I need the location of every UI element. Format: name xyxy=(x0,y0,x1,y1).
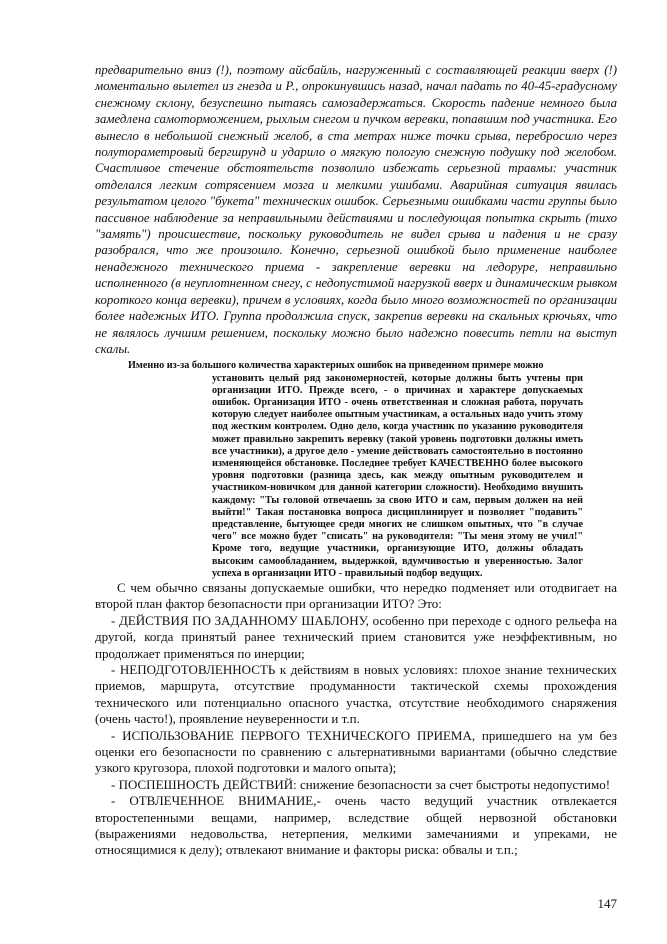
main-text xyxy=(95,580,617,859)
paragraph-item: - ПОСПЕШНОСТЬ ДЕЙСТВИЙ: снижение безопасности за счет быстроты недопустимо! xyxy=(111,776,611,792)
paragraph-item: - ОТВЛЕЧЕННОЕ ВНИМАНИЕ,- очень часто ведущий участник отвлекается второстепенными вещами, например, вследствие общей нервозной обстановки (выражениями недовольства, нетерпения, мелкими замечаниями и упреками, не относящимися к делу); отвлекают внимание и факторы риска: обвалы и т.п.; xyxy=(95,793,617,858)
paragraph-item: - ИСПОЛЬЗОВАНИЕ ПЕРВОГО ТЕХНИЧЕСКОГО ПРИЕМА, пришедшего на ум без оценки его безопасности по сравнению с альтернативными вариантами (обычно следствие узкого кругозора, плохой подготовки и малого опыта); xyxy=(95,727,617,776)
bold-callout xyxy=(95,360,617,580)
page-number: 147 xyxy=(597,896,617,911)
paragraph-item: - НЕПОДГОТОВЛЕННОСТЬ к действиям в новых условиях: плохое знание технических приемов, маршрута, отсутствие продуманности тактической схемы прохождения технического или потенциально опасного участка, отсутствие необходимого снаряжения (очень часто!), проявление неуверенности и т.п. xyxy=(95,662,617,727)
paragraph-item: - ДЕЙСТВИЯ ПО ЗАДАННОМУ ШАБЛОНУ, особенно при переходе с одного рельефа на другой, когда принятый ранее технический прием становится уже неэффективным, но продолжает применяться по инерции; xyxy=(95,612,617,661)
bold-callout-body: установить целый ряд закономерностей, которые должны быть учтены при организации ИТО. Прежде всего, - о причинах и характере допускаемых ошибок. Организация ИТО - очень ответственная и сложная работа, поручать которую следует наиболее опытным участникам, а остальных надо учить этому под жестким контролем. Одно дело, когда участник по указанию руководителя может правильно закрепить веревку (такой уровень подготовки должны иметь все участники), а другое дело - умение действовать самостоятельно в постоянно изменяющейся обстановке. Последнее требует КАЧЕСТВЕННО более высокого уровня подготовки (разница здесь, как между опытным руководителем и участником-новичком для данной категории сложности). Необходимо внушить каждому: "Ты головой отвечаешь за свою ИТО и сам, первым должен на ней выйти!" Такая постановка вопроса дисциплинирует и позволяет "подавить" представление, бытующее среди многих не слишком опытных, что "в случае чего" все можно будет "списать" на руководителя: "Ты меня этому не учил!" Кроме того, ведущие участники, организующие ИТО, должны обладать высоким самообладанием, выдержкой, вдумчивостью и уверенностью. Залог успеха в организации ИТО - правильный подбор ведущих. xyxy=(212,372,583,579)
bold-callout-first-line: Именно из-за большого количества характерных ошибок на приведенном примере можно xyxy=(128,360,544,372)
paragraph-intro: С чем обычно связаны допускаемые ошибки, что нередко подменяет или отодвигает на второй план фактор безопасности при организации ИТО? Это: xyxy=(95,579,617,612)
italic-paragraph: предварительно вниз (!), поэтому айсбайль, нагруженный с составляющей реакции вверх (!) моментально вылетел из гнезда и Р., опрокинувшись назад, начал падать по 40-45-градусному снежному склону, безуспешно пытаясь самозадержаться. Скорость падение немного была замедлена самоторможением, рыхлым снегом и пучком веревки, попавшим под участника. Его вынесло в небольшой снежный желоб, в ста метрах ниже точки срыва, переброcило через полуторaметровый бергшрунд и ударило о мягкую пологую снежную подушку под желобом. Счастливое стечение обстоятельств позволило избежать серьезной травмы: участник отделался легким сотрясением мозга и мелкими ушибами. Аварийная ситуация явилась результатом целого "букета" технических ошибок. Серьезными ошибками части группы было пассивное наблюдение за неправильными действиями и последующая попытка скрыть (тихо "замять") происшествие, поскольку руководитель не видел срыва и падения и не сразу разобрался, что же произошло. Конечно, серьезной ошибкой было применение наиболее ненадежного технического приема - закрепление веревки на ледоруре, неправильно исполненного (в неуплотненном снегу, с недопустимой нагрузкой вверх и динамическим рывком короткого конца веревки), причем в условиях, когда было много возможностей по организации более надежных ИТО. Группа продолжила спуск, закрепив веревки на скальных крючьях, что не являлось лучшим решением, поскольку можно было надежно повесить петли на выступ скалы. xyxy=(95,63,617,356)
